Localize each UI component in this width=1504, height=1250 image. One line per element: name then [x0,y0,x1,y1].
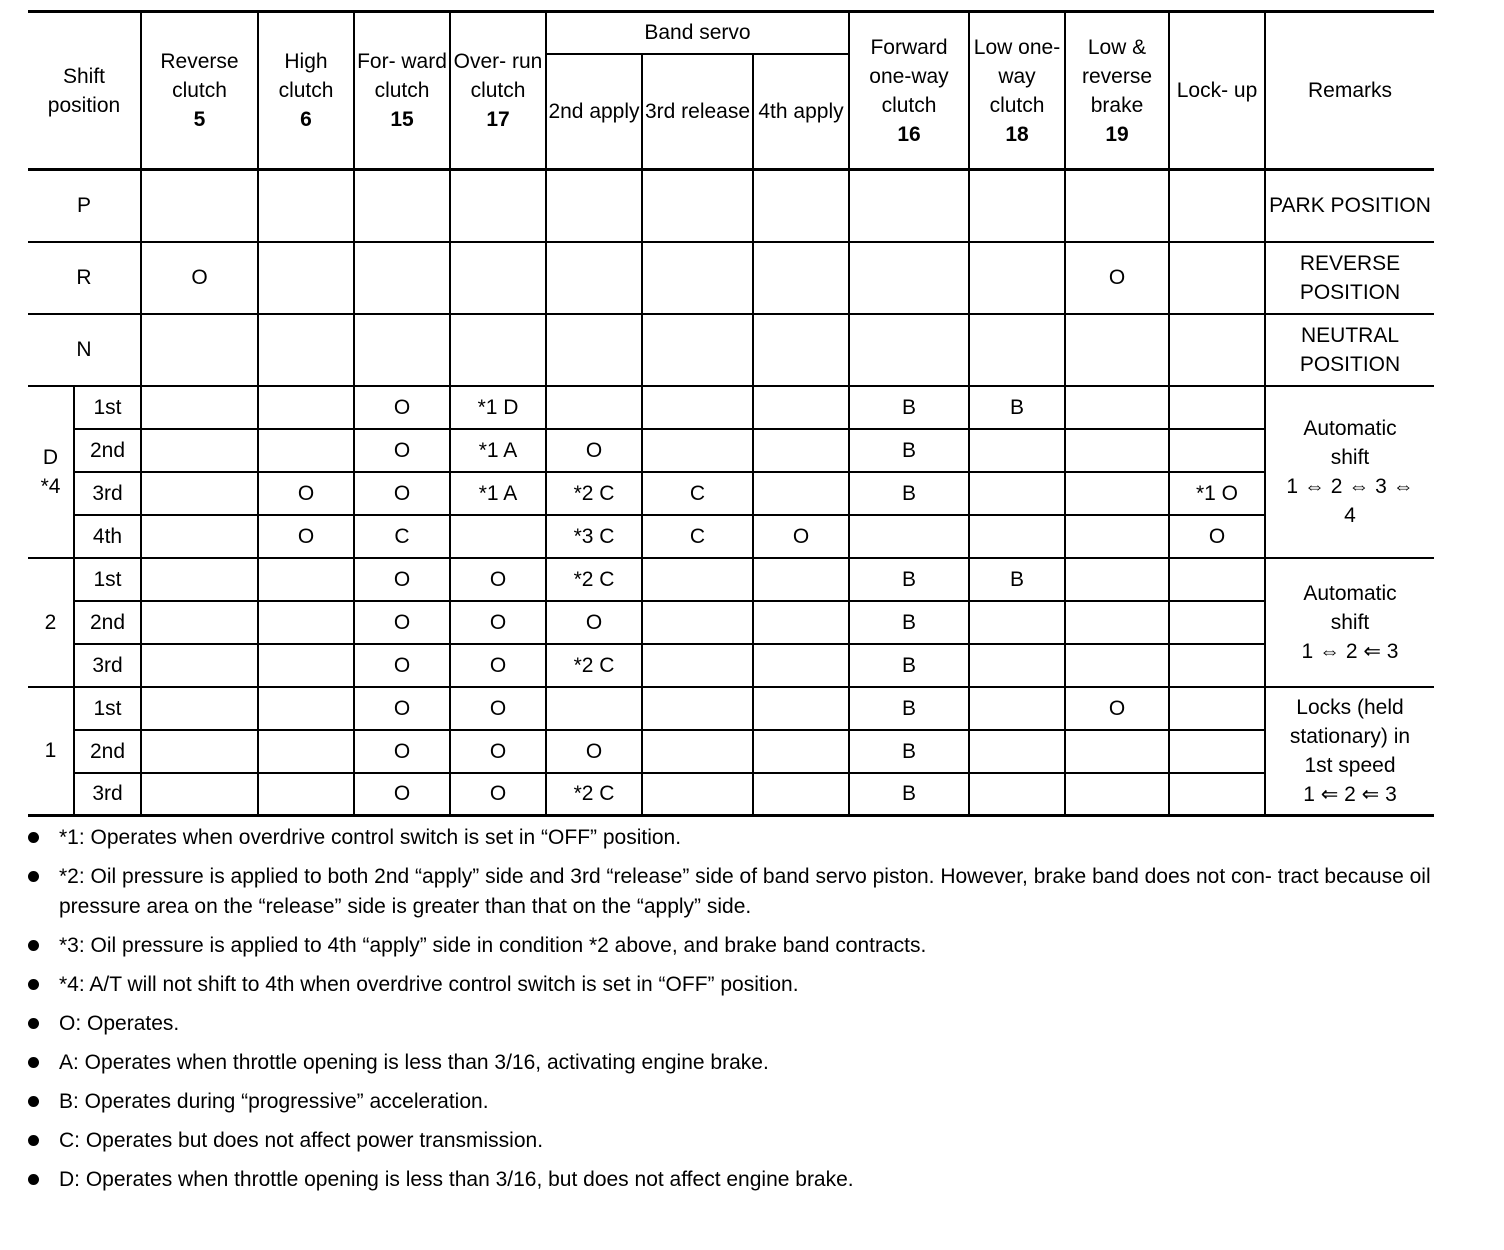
table-row [28,773,1434,816]
cell-forward-oneway: B [849,429,969,472]
note-text: B: Operates during “progressive” acceleration. [59,1090,489,1113]
header-forward-clutch: For- ward clutch 15 [354,12,450,170]
cell-band-4th [753,730,849,773]
cell-band-4th [753,472,849,515]
cell-low-reverse: O [1065,242,1169,314]
note-text: *2: Oil pressure is applied to both 2nd “apply” side and 3rd “release” side of band servo piston. However, brake band does not con- tract because oil pressure area on the “release” side is greater than that on the “apply” side. [59,865,1431,918]
remarks-line: 1 ⇐ 2 ⇐ 3 [1303,782,1397,806]
cell-low-reverse [1065,170,1169,242]
header-high-clutch: High clutch 6 [258,12,354,170]
cell-low-oneway [969,429,1065,472]
cell-band-3rd [642,386,753,429]
shift-position-label: D [42,445,59,469]
note-item [28,1048,1438,1078]
cell-high-clutch [258,558,354,601]
note-item [28,823,1438,853]
shift-position-cell [28,687,74,816]
cell-low-oneway: B [969,386,1065,429]
cell-low-oneway [969,730,1065,773]
remarks-line: stationary) in [1289,724,1411,748]
cell-low-reverse [1065,515,1169,558]
cell-forward-oneway: B [849,601,969,644]
bullet-icon [28,1135,39,1146]
cell-overrun-clutch: O [450,644,546,687]
note-text: D: Operates when throttle opening is less than 3/16, but does not affect engine brake. [59,1168,854,1191]
cell-band-2nd: O [546,429,642,472]
table-row [28,687,1434,730]
note-text: *3: Oil pressure is applied to 4th “apply” side in condition *2 above, and brake band contracts. [59,934,927,957]
cell-reverse-clutch [141,314,258,386]
cell-low-oneway [969,773,1065,816]
cell-high-clutch [258,314,354,386]
shift-position-table [28,10,1434,817]
cell-low-oneway [969,170,1065,242]
cell-forward-clutch: O [354,730,450,773]
cell-forward-clutch: O [354,558,450,601]
table-row [28,472,1434,515]
cell-low-reverse [1065,314,1169,386]
cell-band-3rd [642,314,753,386]
cell-band-2nd: *2 C [546,558,642,601]
bullet-icon [28,832,39,843]
note-item [28,970,1438,1000]
gear-cell: 3rd [74,644,141,687]
cell-band-2nd [546,687,642,730]
cell-low-oneway: B [969,558,1065,601]
cell-low-oneway [969,242,1065,314]
note-text: *4: A/T will not shift to 4th when overdrive control switch is set in “OFF” position. [59,973,799,996]
gear-cell: 1st [74,687,141,730]
cell-forward-clutch: O [354,644,450,687]
cell-low-oneway [969,515,1065,558]
note-item [28,1126,1438,1156]
header-band-3rd-release: 3rd release [642,54,753,170]
cell-low-oneway [969,644,1065,687]
cell-low-reverse: O [1065,687,1169,730]
cell-reverse-clutch [141,472,258,515]
header-remarks: Remarks [1265,12,1434,170]
cell-low-reverse [1065,730,1169,773]
cell-band-2nd: O [546,730,642,773]
cell-forward-clutch: C [354,515,450,558]
cell-band-2nd: *3 C [546,515,642,558]
cell-band-3rd [642,687,753,730]
cell-low-reverse [1065,558,1169,601]
cell-band-4th [753,242,849,314]
cell-forward-clutch: O [354,386,450,429]
cell-forward-clutch: O [354,687,450,730]
shift-position-cell [28,386,74,558]
cell-forward-clutch: O [354,472,450,515]
cell-band-4th [753,601,849,644]
table-row [28,601,1434,644]
header-band-4th-apply: 4th apply [753,54,849,170]
cell-lockup [1169,170,1265,242]
cell-band-2nd: *2 C [546,472,642,515]
cell-forward-oneway [849,314,969,386]
cell-forward-oneway [849,170,969,242]
remarks-line: shift [1330,610,1370,634]
table-row [28,429,1434,472]
note-item [28,1087,1438,1117]
remarks-line: Automatic [1303,581,1397,605]
cell-overrun-clutch: O [450,773,546,816]
header-band-servo: Band servo [546,12,849,54]
cell-low-reverse [1065,386,1169,429]
gear-cell: 3rd [74,472,141,515]
cell-lockup: O [1169,515,1265,558]
cell-overrun-clutch: O [450,687,546,730]
cell-band-2nd: *2 C [546,773,642,816]
cell-forward-oneway: B [849,472,969,515]
gear-cell: 1st [74,386,141,429]
bullet-icon [28,1096,39,1107]
bullet-icon [28,871,39,882]
header-shift-position: Shift position [28,12,141,170]
gear-cell: 3rd [74,773,141,816]
table-row [28,242,1434,314]
cell-band-3rd [642,429,753,472]
cell-forward-oneway: B [849,687,969,730]
cell-lockup [1169,429,1265,472]
note-item [28,862,1438,922]
cell-overrun-clutch: O [450,558,546,601]
cell-overrun-clutch: *1 A [450,429,546,472]
cell-overrun-clutch: *1 A [450,472,546,515]
shift-position-cell: R [28,242,141,314]
cell-low-oneway [969,601,1065,644]
gear-cell: 1st [74,558,141,601]
cell-overrun-clutch [450,515,546,558]
cell-band-2nd [546,314,642,386]
remarks-line: 4 [1344,503,1356,527]
cell-low-reverse [1065,601,1169,644]
cell-reverse-clutch [141,687,258,730]
header-forward-oneway-clutch: Forward one-way clutch 16 [849,12,969,170]
cell-high-clutch [258,170,354,242]
cell-overrun-clutch [450,170,546,242]
cell-high-clutch [258,730,354,773]
cell-band-3rd [642,773,753,816]
bullet-icon [28,979,39,990]
cell-reverse-clutch [141,429,258,472]
header-low-oneway-clutch: Low one- way clutch 18 [969,12,1065,170]
note-text: O: Operates. [59,1012,180,1035]
cell-forward-oneway: B [849,730,969,773]
cell-forward-oneway: B [849,558,969,601]
remarks-cell [1265,558,1434,687]
cell-low-reverse [1065,773,1169,816]
cell-lockup [1169,601,1265,644]
cell-band-4th [753,558,849,601]
bullet-icon [28,1018,39,1029]
cell-lockup [1169,558,1265,601]
cell-high-clutch [258,242,354,314]
cell-band-3rd [642,730,753,773]
remarks-line: 1 ⇔ 2 ⇐ 3 [1301,639,1399,663]
gear-cell: 2nd [74,730,141,773]
cell-band-4th: O [753,515,849,558]
cell-low-oneway [969,687,1065,730]
cell-high-clutch: O [258,515,354,558]
cell-reverse-clutch [141,558,258,601]
remarks-cell: REVERSE POSITION [1265,242,1434,314]
bullet-icon [28,1174,39,1185]
cell-band-2nd: O [546,601,642,644]
cell-band-2nd [546,170,642,242]
gear-cell: 2nd [74,601,141,644]
cell-forward-clutch: O [354,601,450,644]
cell-lockup [1169,314,1265,386]
note-item [28,1009,1438,1039]
cell-lockup [1169,730,1265,773]
header-low-reverse-brake: Low & reverse brake 19 [1065,12,1169,170]
cell-forward-oneway: B [849,386,969,429]
note-item [28,1165,1438,1195]
remarks-line: Locks (held [1296,695,1404,719]
cell-band-4th [753,170,849,242]
note-text: *1: Operates when overdrive control switch is set in “OFF” position. [59,826,682,849]
note-text: A: Operates when throttle opening is less than 3/16, activating engine brake. [59,1051,769,1074]
cell-lockup [1169,773,1265,816]
cell-reverse-clutch [141,386,258,429]
cell-band-3rd [642,242,753,314]
cell-band-2nd [546,242,642,314]
cell-forward-clutch: O [354,773,450,816]
cell-overrun-clutch [450,314,546,386]
notes-list [28,823,1438,1204]
bullet-icon [28,940,39,951]
table-row [28,515,1434,558]
shift-position-label: *4 [40,474,61,498]
cell-reverse-clutch [141,644,258,687]
shift-position-cell [28,558,74,687]
table-row [28,314,1434,386]
cell-high-clutch [258,386,354,429]
cell-reverse-clutch [141,601,258,644]
cell-low-reverse [1065,472,1169,515]
cell-lockup [1169,644,1265,687]
note-text: C: Operates but does not affect power transmission. [59,1129,544,1152]
remarks-line: Automatic [1303,416,1397,440]
cell-high-clutch [258,687,354,730]
remarks-cell: NEUTRAL POSITION [1265,314,1434,386]
remarks-cell [1265,386,1434,558]
cell-lockup [1169,687,1265,730]
header-lockup: Lock- up [1169,12,1265,170]
cell-band-4th [753,687,849,730]
cell-reverse-clutch: O [141,242,258,314]
cell-lockup: *1 O [1169,472,1265,515]
table-row [28,558,1434,601]
cell-overrun-clutch [450,242,546,314]
cell-band-3rd [642,170,753,242]
cell-low-reverse [1065,429,1169,472]
cell-low-reverse [1065,644,1169,687]
remarks-cell: PARK POSITION [1265,170,1434,242]
cell-forward-oneway [849,242,969,314]
cell-high-clutch [258,644,354,687]
cell-reverse-clutch [141,773,258,816]
note-item [28,931,1438,961]
cell-forward-oneway: B [849,773,969,816]
remarks-line: 1st speed [1304,753,1396,777]
cell-forward-oneway: B [849,644,969,687]
cell-forward-clutch [354,314,450,386]
table-row [28,386,1434,429]
cell-forward-clutch: O [354,429,450,472]
bullet-icon [28,1057,39,1068]
table-row [28,644,1434,687]
cell-band-4th [753,773,849,816]
cell-forward-clutch [354,170,450,242]
remarks-line: shift [1330,445,1370,469]
cell-high-clutch [258,429,354,472]
cell-high-clutch: O [258,472,354,515]
header-band-2nd-apply: 2nd apply [546,54,642,170]
cell-low-oneway [969,314,1065,386]
cell-band-2nd [546,386,642,429]
cell-band-3rd: C [642,472,753,515]
gear-cell: 2nd [74,429,141,472]
cell-reverse-clutch [141,170,258,242]
shift-position-label: 1 [44,739,57,763]
cell-band-3rd [642,601,753,644]
remarks-line: 1 ⇔ 2 ⇔ 3 ⇔ [1286,474,1414,498]
cell-band-2nd: *2 C [546,644,642,687]
shift-position-label: 2 [44,610,57,634]
cell-band-4th [753,386,849,429]
cell-overrun-clutch: O [450,730,546,773]
header-overrun-clutch: Over- run clutch 17 [450,12,546,170]
cell-lockup [1169,242,1265,314]
cell-band-4th [753,429,849,472]
cell-reverse-clutch [141,730,258,773]
shift-position-cell: P [28,170,141,242]
cell-overrun-clutch: *1 D [450,386,546,429]
cell-low-oneway [969,472,1065,515]
shift-position-cell: N [28,314,141,386]
cell-reverse-clutch [141,515,258,558]
cell-band-3rd [642,644,753,687]
cell-overrun-clutch: O [450,601,546,644]
table-row [28,730,1434,773]
cell-lockup [1169,386,1265,429]
cell-band-4th [753,644,849,687]
cell-forward-clutch [354,242,450,314]
cell-band-4th [753,314,849,386]
table-row [28,170,1434,242]
cell-high-clutch [258,773,354,816]
gear-cell: 4th [74,515,141,558]
cell-band-3rd [642,558,753,601]
cell-forward-oneway [849,515,969,558]
cell-band-3rd: C [642,515,753,558]
remarks-cell [1265,687,1434,816]
cell-high-clutch [258,601,354,644]
header-reverse-clutch: Reverse clutch 5 [141,12,258,170]
